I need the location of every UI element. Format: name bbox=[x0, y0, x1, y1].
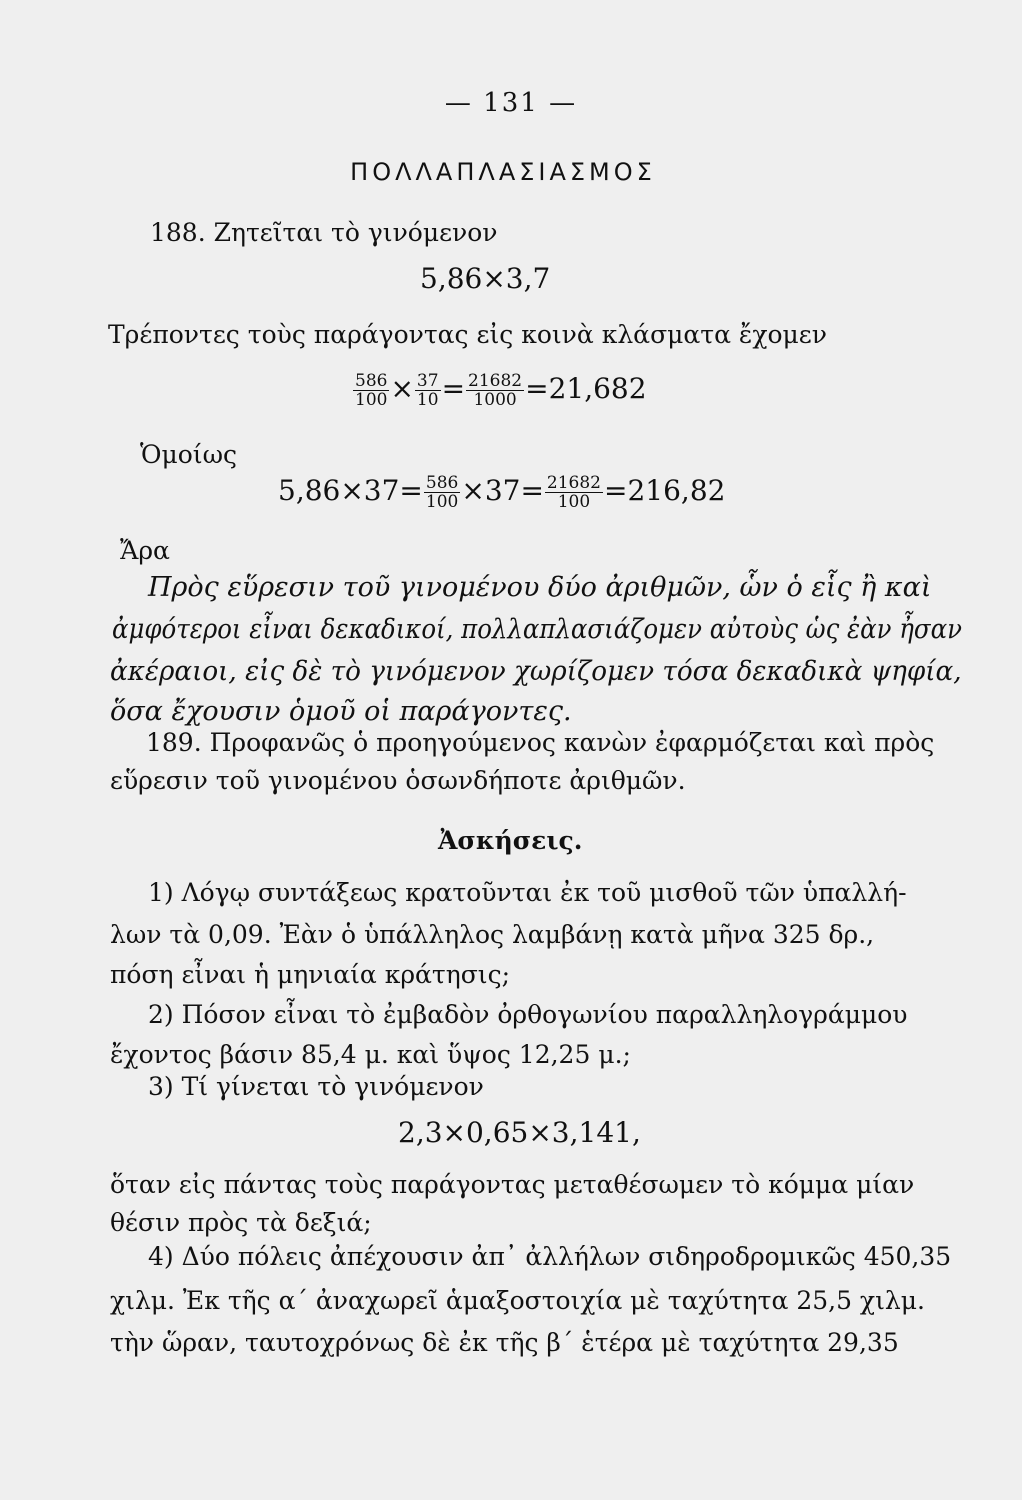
exercise-line: λων τὰ 0,09. Ἐὰν ὁ ὑπάλληλος λαμβάνῃ κατὰ μῆνα 325 δρ., bbox=[110, 920, 875, 949]
exercise-line: τὴν ὥραν, ταυτοχρόνως δὲ ἐκ τῆς β´ ἑτέρα μὲ ταχύτητα 29,35 bbox=[110, 1328, 899, 1357]
rule-line: ἀμφότεροι εἶναι δεκαδικοί, πολλαπλασιάζομεν αὐτοὺς ὡς ἐὰν ἦσαν bbox=[112, 614, 962, 645]
art189-line: εὕρεσιν τοῦ γινομένου ὁσωνδήποτε ἀριθμῶν. bbox=[110, 766, 686, 795]
fraction: $\frac{21682}{1000}$ bbox=[468, 371, 523, 410]
exercise-line: ἔχοντος βάσιν 85,4 μ. καὶ ὕψος 12,25 μ.; bbox=[110, 1040, 631, 1069]
art188-convert-line: Τρέποντες τοὺς παράγοντας εἰς κοινὰ κλάσματα ἔχομεν bbox=[108, 320, 827, 349]
equation-2: 5,86×37= $\frac{586}{100}$ ×37= $\frac{21682}{100}$ =216,82 bbox=[278, 473, 726, 512]
art188-intro: 188. Ζητεῖται τὸ γινόμενον bbox=[150, 218, 498, 247]
exercise-line: 1) Λόγῳ συντάξεως κρατοῦνται ἐκ τοῦ μισθοῦ τῶν ὑπαλλή- bbox=[148, 878, 907, 907]
exercise-line: ὅταν εἰς πάντας τοὺς παράγοντας μεταθέσωμεν τὸ κόμμα μίαν bbox=[110, 1170, 915, 1199]
exercise-line: 4) Δύο πόλεις ἀπέχουσιν ἀπ᾿ ἀλλήλων σιδηροδρομικῶς 450,35 bbox=[148, 1242, 952, 1271]
section-title: ΠΟΛΛΑΠΛΑΣΙΑΣΜΟΣ bbox=[350, 158, 656, 186]
rule-line: Πρὸς εὕρεσιν τοῦ γινομένου δύο ἀριθμῶν, ὧν ὁ εἷς ἢ καὶ bbox=[148, 572, 932, 603]
rule-line: ἀκέραιοι, εἰς δὲ τὸ γινόμενον χωρίζομεν τόσα δεκαδικὰ ψηφία, bbox=[110, 656, 962, 687]
equation-1: $\frac{586}{100}$ × $\frac{37}{10}$ = $\frac{21682}{1000}$ =21,682 bbox=[355, 371, 647, 410]
exercises-title: Ἀσκήσεις. bbox=[438, 826, 583, 855]
page-number: — 131 — bbox=[444, 88, 578, 118]
fraction: $\frac{586}{100}$ bbox=[355, 371, 388, 410]
similarly-label: Ὁμοίως bbox=[140, 440, 237, 469]
rule-line: ὅσα ἔχουσιν ὁμοῦ οἱ παράγοντες. bbox=[110, 696, 572, 727]
art188-product: 5,86×3,7 bbox=[420, 262, 551, 295]
therefore-label: Ἄρα bbox=[120, 536, 170, 565]
fraction: $\frac{21682}{100}$ bbox=[546, 473, 602, 512]
exercise-line: θέσιν πρὸς τὰ δεξιά; bbox=[110, 1208, 372, 1237]
exercise-line: 2) Πόσον εἶναι τὸ ἐμβαδὸν ὀρθογωνίου παραλληλογράμμου bbox=[148, 1000, 908, 1029]
fraction: $\frac{37}{10}$ bbox=[416, 371, 439, 410]
fraction: $\frac{586}{100}$ bbox=[425, 473, 459, 512]
exercise-line: 3) Τί γίνεται τὸ γινόμενον bbox=[148, 1072, 484, 1101]
exercise-product: 2,3×0,65×3,141, bbox=[398, 1116, 641, 1149]
exercise-line: χιλμ. Ἐκ τῆς α´ ἀναχωρεῖ ἁμαξοστοιχία μὲ ταχύτητα 25,5 χιλμ. bbox=[110, 1286, 925, 1315]
exercise-line: πόση εἶναι ἡ μηνιαία κράτησις; bbox=[110, 960, 511, 989]
art189-line: 189. Προφανῶς ὁ προηγούμενος κανὼν ἐφαρμόζεται καὶ πρὸς bbox=[146, 728, 935, 757]
